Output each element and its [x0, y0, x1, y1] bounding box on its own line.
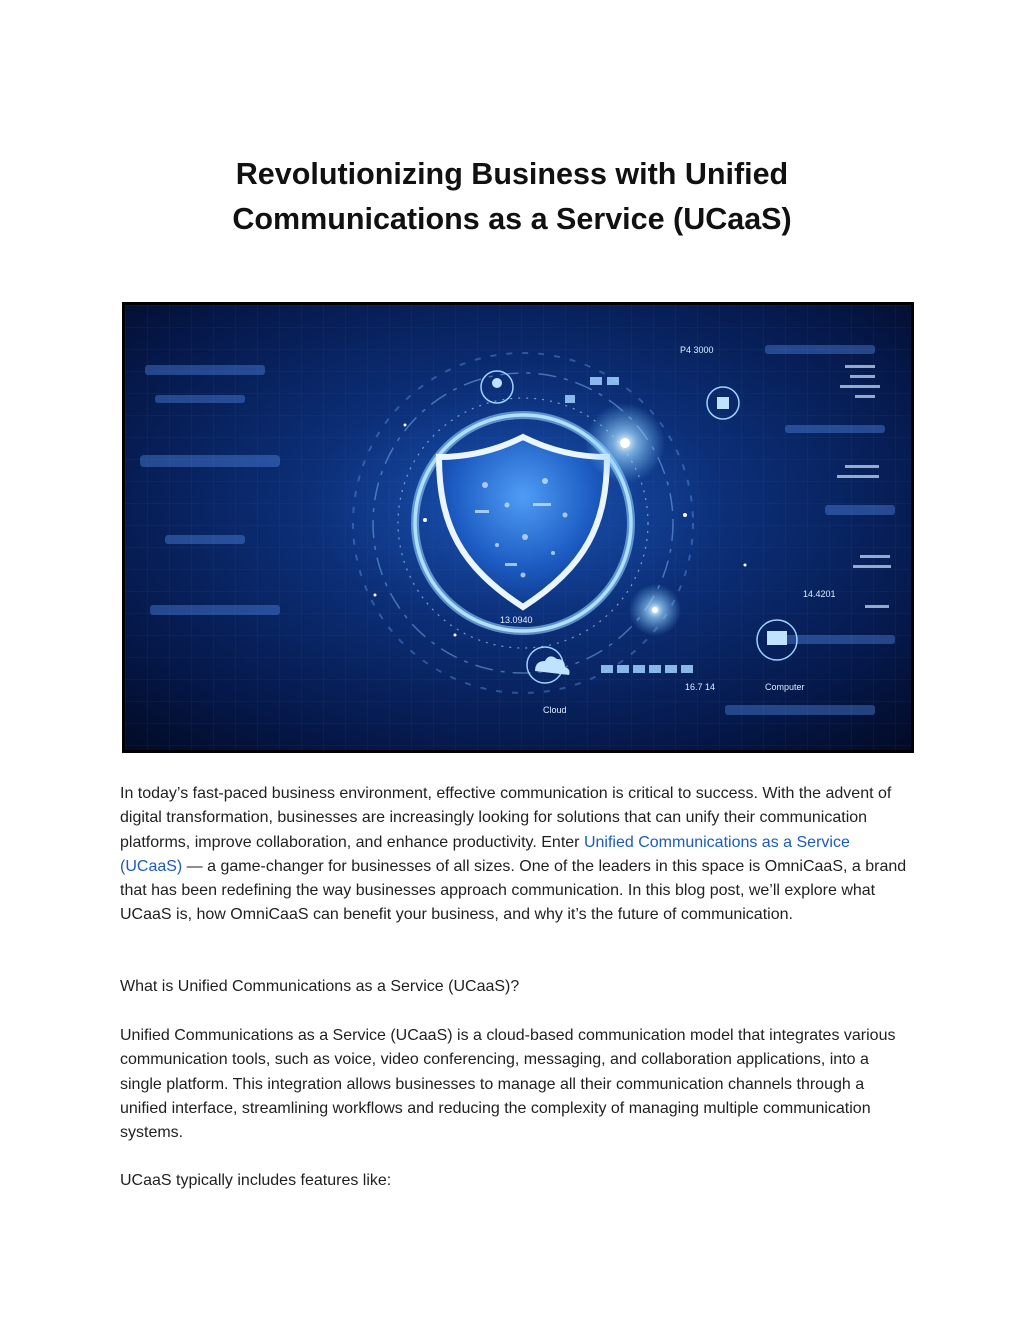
title-line-2: Communications as a Service (UCaaS): [232, 202, 792, 236]
features-intro: UCaaS typically includes features like:: [120, 1172, 392, 1189]
hero-label-top: P4 3000: [680, 345, 714, 355]
intro-paragraph: [120, 782, 910, 928]
intro-text-part-2: — a game-changer for businesses of all sizes. One of the leaders in this space is OmniCaaS, a brand that has been redefining the way businesses approach communication. In this blog post, we’ll explore what UCaaS is, how OmniCaaS can benefit your business, and why it’s the future of communication.: [120, 857, 907, 924]
intro-text-part-1: In today’s fast-paced business environment, effective communication is critical to success. With the advent of digital transformation, businesses are increasingly looking for solutions that can unify their communication platforms, improve collaboration, and enhance productivity. Enter: [120, 785, 892, 851]
hero-label-left: 13.0940: [500, 615, 533, 625]
hero-label-right: 14.4201: [803, 589, 836, 599]
hero-label-computer: Computer: [765, 682, 805, 692]
title-line-1: Revolutionizing Business with Unified: [235, 157, 789, 191]
hero-label-cloud: Cloud: [543, 705, 567, 715]
section-question-heading: What is Unified Communications as a Service (UCaaS)?: [120, 978, 520, 995]
hero-image: [122, 302, 914, 753]
definition-paragraph: Unified Communications as a Service (UCaaS) is a cloud-based communication model that integrates various communication tools, such as voice, video conferencing, messaging, and collaboration applications, into a single platform. This integration allows businesses to manage all their communication channels through a unified interface, streamlining workflows and reducing the complexity of managing multiple communication systems.: [120, 1027, 896, 1142]
ucaas-link[interactable]: Unified Communications as a Service (UCaaS): [120, 833, 850, 875]
cybersecurity-illustration: [125, 305, 911, 750]
page-title: [120, 152, 904, 242]
hero-label-upper-right: 16.7 14: [685, 682, 716, 692]
